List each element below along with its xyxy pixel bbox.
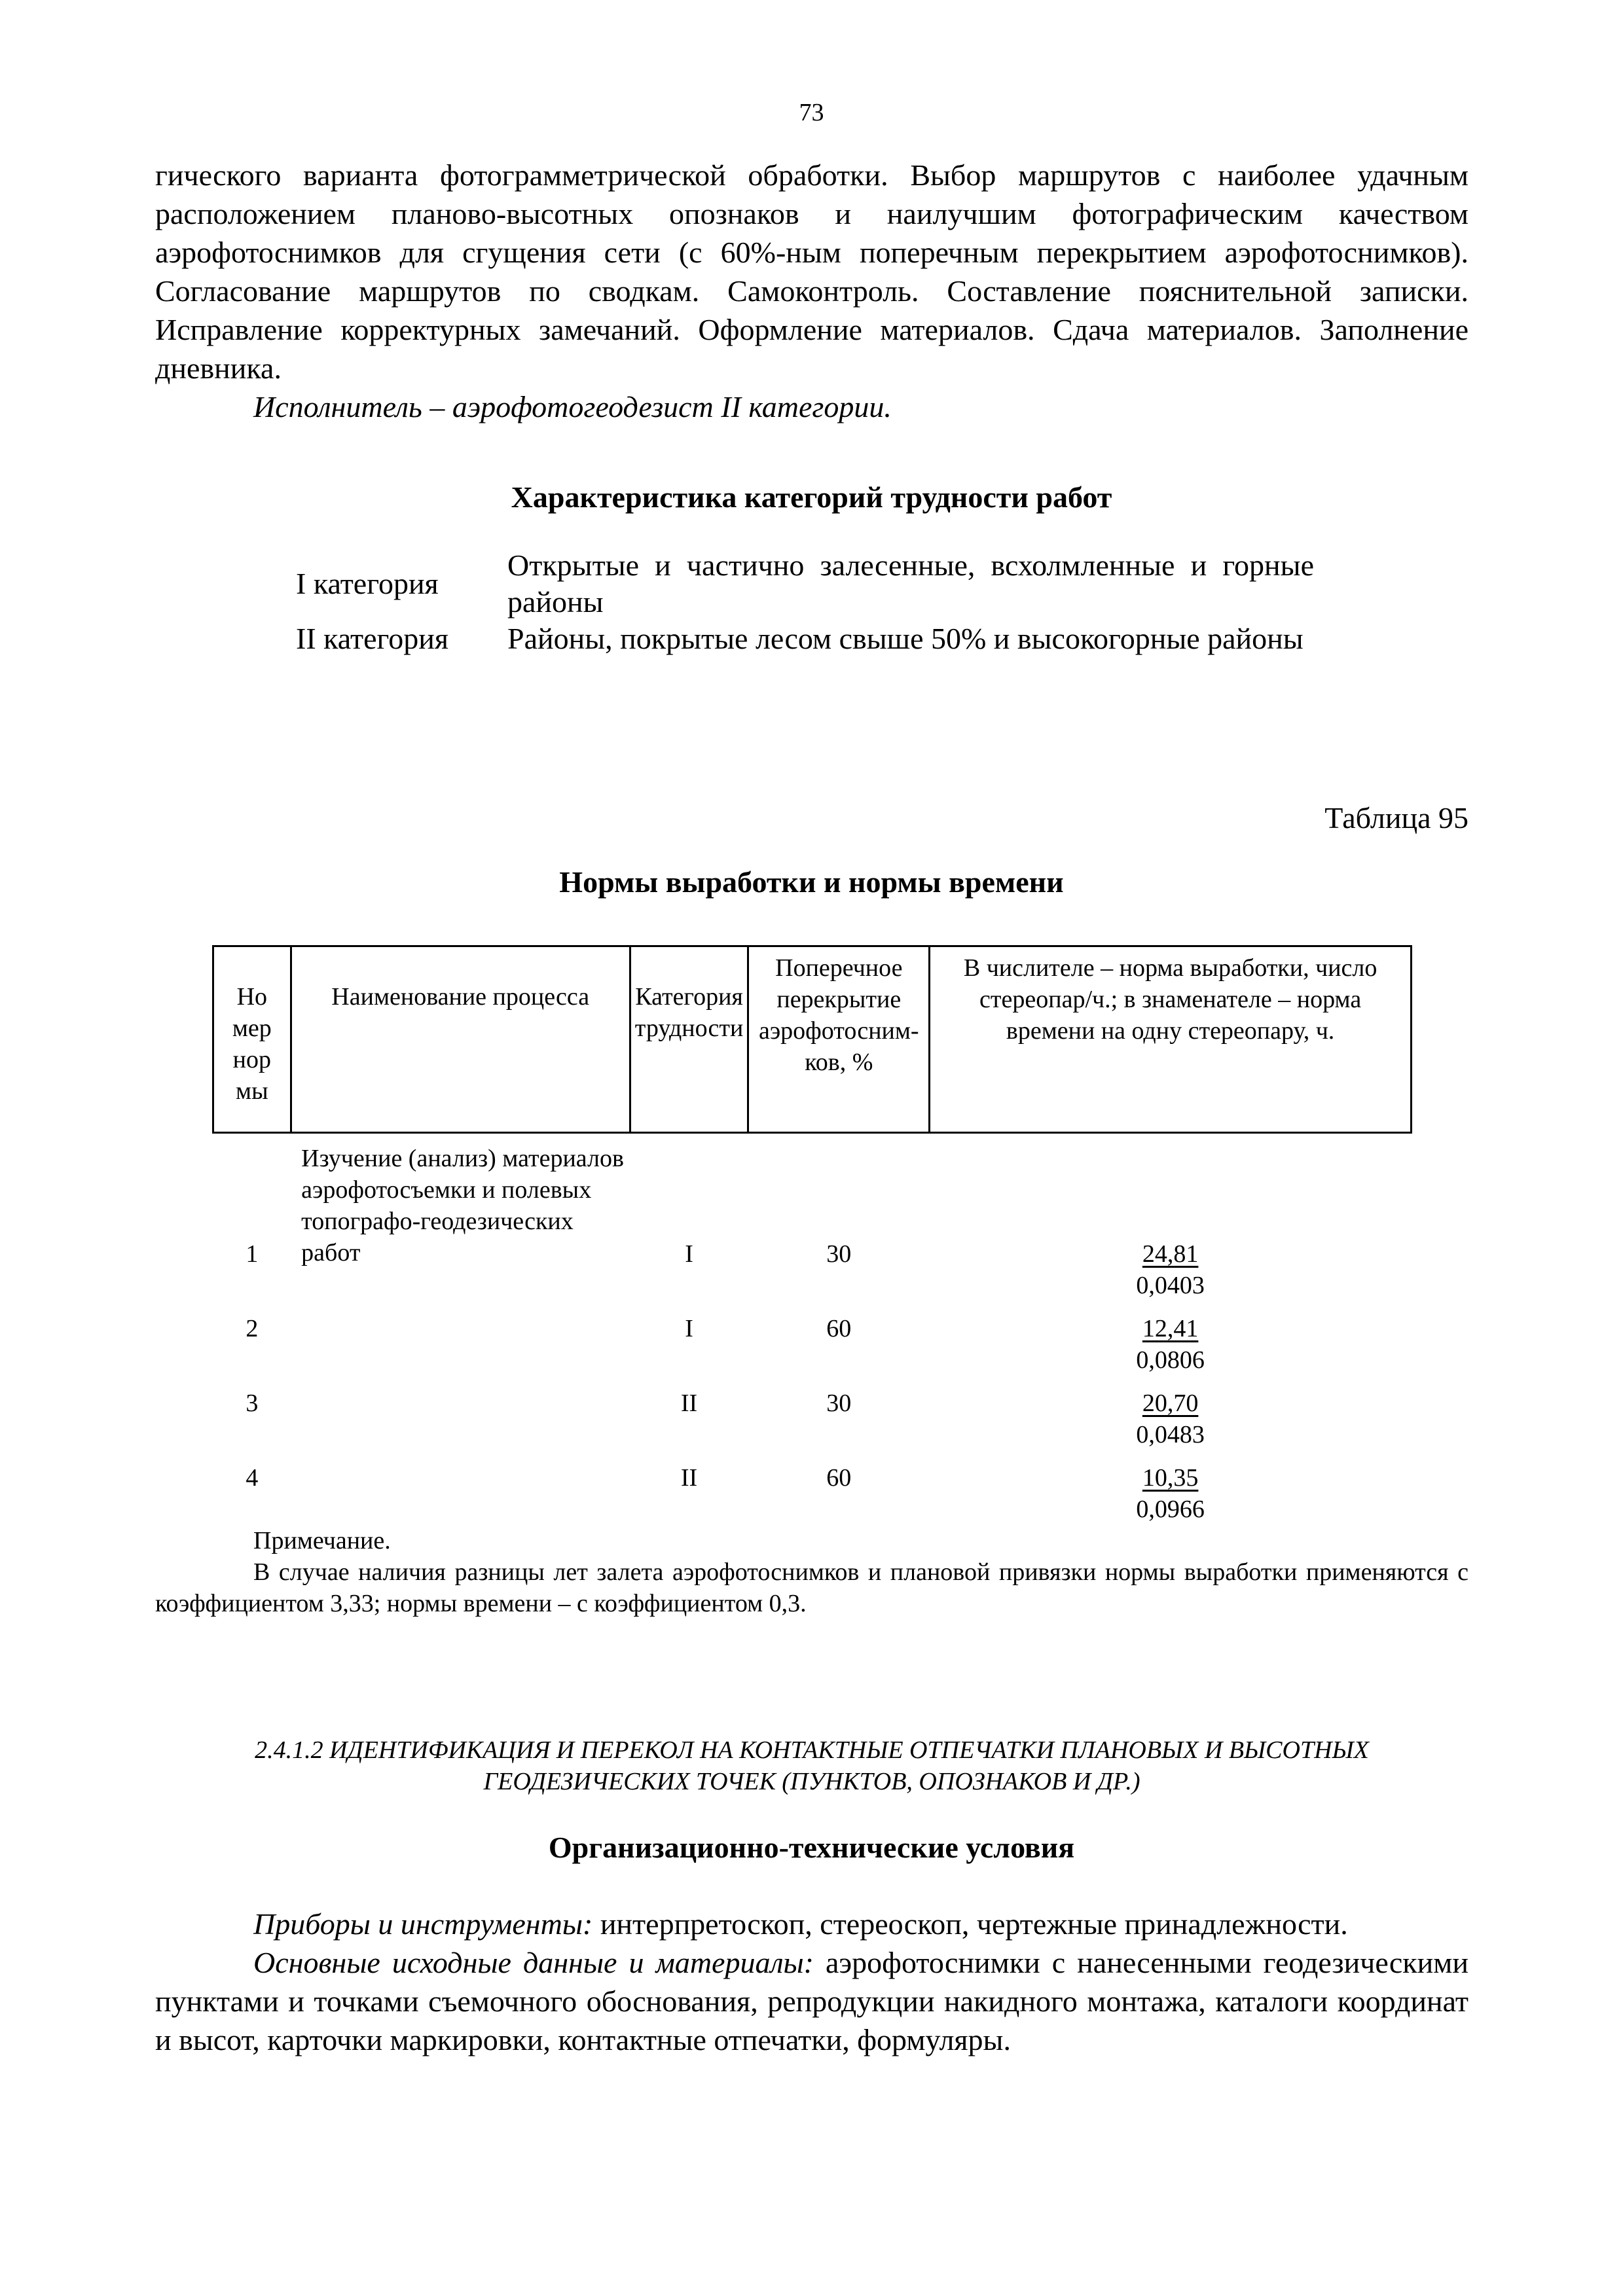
executor-line: Исполнитель – аэрофотогеодезист II категории. [253, 390, 892, 423]
category-row [296, 547, 1314, 620]
table-title: Нормы выработки и нормы времени [559, 865, 1064, 899]
intro-paragraph: гического варианта фотограмметрической обработки. Выбор маршрутов с наиболее удачным расположением планово-высотных опознаков и наилучшим фотографическим качеством аэрофотоснимков для сгущения сети (с 60%-ным поперечным перекрытием аэрофотоснимков). Согласование маршрутов по сводкам. Самоконтроль. Составление пояснительной записки. Исправление корректурных замечаний. Оформление материалов. Сдача материалов. Заполнение дневника. [155, 158, 1468, 385]
materials-text: аэрофотоснимки с нанесенными геодезическими пунктами и точками съемочного обоснования, репродукции накидного монтажа, каталоги координат и высот, карточки маркировки, контактные отпечатки, формуляры. [155, 1946, 1468, 2056]
cell-norm-number: 4 [246, 1464, 259, 1492]
output-norm: 12,41 [1142, 1315, 1199, 1342]
materials-label: Основные исходные данные и материалы: [253, 1946, 814, 1979]
output-norm: 20,70 [1142, 1390, 1199, 1417]
table-row [213, 1376, 1412, 1450]
output-norm: 24,81 [1142, 1240, 1199, 1268]
header-norm-number: Но мер нор мы [213, 946, 291, 1133]
category-description: Районы, покрытые лесом свыше 50% и высокогорные районы [507, 622, 1304, 655]
cell-overlap: 30 [826, 1390, 852, 1417]
cell-norm-fraction [930, 1450, 1412, 1525]
header-difficulty-category: Категория трудности [630, 946, 748, 1133]
table-row [213, 1143, 1412, 1301]
cell-norm-number: 2 [246, 1315, 259, 1342]
cell-norm-fraction [930, 1143, 1412, 1301]
instruments-paragraph [155, 1905, 1468, 1943]
cell-norm-fraction [930, 1301, 1412, 1376]
instruments-text: интерпретоскоп, стереоскоп, чертежные принадлежности. [593, 1907, 1348, 1941]
table-note [155, 1525, 1468, 1619]
difficulty-categories [296, 547, 1314, 657]
header-norms: В числителе – норма выработки, число стереопар/ч.; в знаменателе – норма времени на одну стереопару, ч. [930, 946, 1412, 1133]
table-header-row [213, 946, 1412, 1133]
table-row [213, 1450, 1412, 1525]
norm-fraction [1136, 1388, 1205, 1450]
cell-norm-number: 3 [246, 1390, 259, 1417]
page-number: 73 [799, 99, 824, 126]
norms-table [212, 945, 1412, 1525]
norm-fraction [1136, 1238, 1205, 1301]
time-norm: 0,0806 [1136, 1346, 1205, 1374]
cell-category: I [685, 1315, 693, 1342]
intro-section [155, 156, 1468, 426]
note-text: В случае наличия разницы лет залета аэрофотоснимков и плановой привязки нормы выработки применяются с коэффициентом 3,33; нормы времени – с коэффициентом 0,3. [155, 1558, 1468, 1617]
conditions-section [155, 1905, 1468, 2059]
norm-fraction [1136, 1313, 1205, 1376]
cell-process-name-empty [291, 1376, 630, 1450]
norm-fraction [1136, 1462, 1205, 1525]
cell-category: II [680, 1464, 698, 1492]
time-norm: 0,0966 [1136, 1496, 1205, 1523]
cell-process-name: Изучение (анализ) материалов аэрофотосъемки и полевых топографо-геодезических работ [301, 1145, 624, 1266]
category-row [296, 620, 1314, 657]
difficulty-title: Характеристика категорий трудности работ [511, 480, 1112, 514]
note-label: Примечание. [253, 1527, 391, 1554]
header-process-name: Наименование процесса [291, 946, 630, 1133]
cell-category: I [685, 1240, 693, 1268]
category-label: II категория [296, 622, 449, 655]
cell-norm-fraction [930, 1376, 1412, 1450]
section-heading: 2.4.1.2 ИДЕНТИФИКАЦИЯ И ПЕРЕКОЛ НА КОНТАКТНЫЕ ОТПЕЧАТКИ ПЛАНОВЫХ И ВЫСОТНЫХ ГЕОДЕЗИЧЕСКИХ ТОЧЕК (ПУНКТОВ, ОПОЗНАКОВ И ДР.) [255, 1736, 1369, 1795]
materials-paragraph [155, 1943, 1468, 2059]
cell-category: II [680, 1390, 698, 1417]
section-subheading: Организационно-технические условия [548, 1831, 1075, 1864]
cell-process-name-empty [291, 1450, 630, 1525]
cell-overlap: 60 [826, 1315, 852, 1342]
cell-overlap: 30 [826, 1240, 852, 1268]
output-norm: 10,35 [1142, 1464, 1199, 1492]
category-label: I категория [296, 567, 439, 600]
cell-norm-number: 1 [246, 1240, 259, 1268]
instruments-label: Приборы и инструменты: [253, 1907, 593, 1941]
cell-overlap: 60 [826, 1464, 852, 1492]
time-norm: 0,0483 [1136, 1421, 1205, 1448]
table-row [213, 1301, 1412, 1376]
time-norm: 0,0403 [1136, 1272, 1205, 1299]
category-description: Открытые и частично залесенные, всхолмленные и горные районы [507, 548, 1314, 619]
cell-process-name-empty [291, 1301, 630, 1376]
table-number-label: Таблица 95 [1324, 801, 1468, 834]
header-overlap-percent: Поперечное перекрытие аэрофотосним-ков, % [748, 946, 930, 1133]
